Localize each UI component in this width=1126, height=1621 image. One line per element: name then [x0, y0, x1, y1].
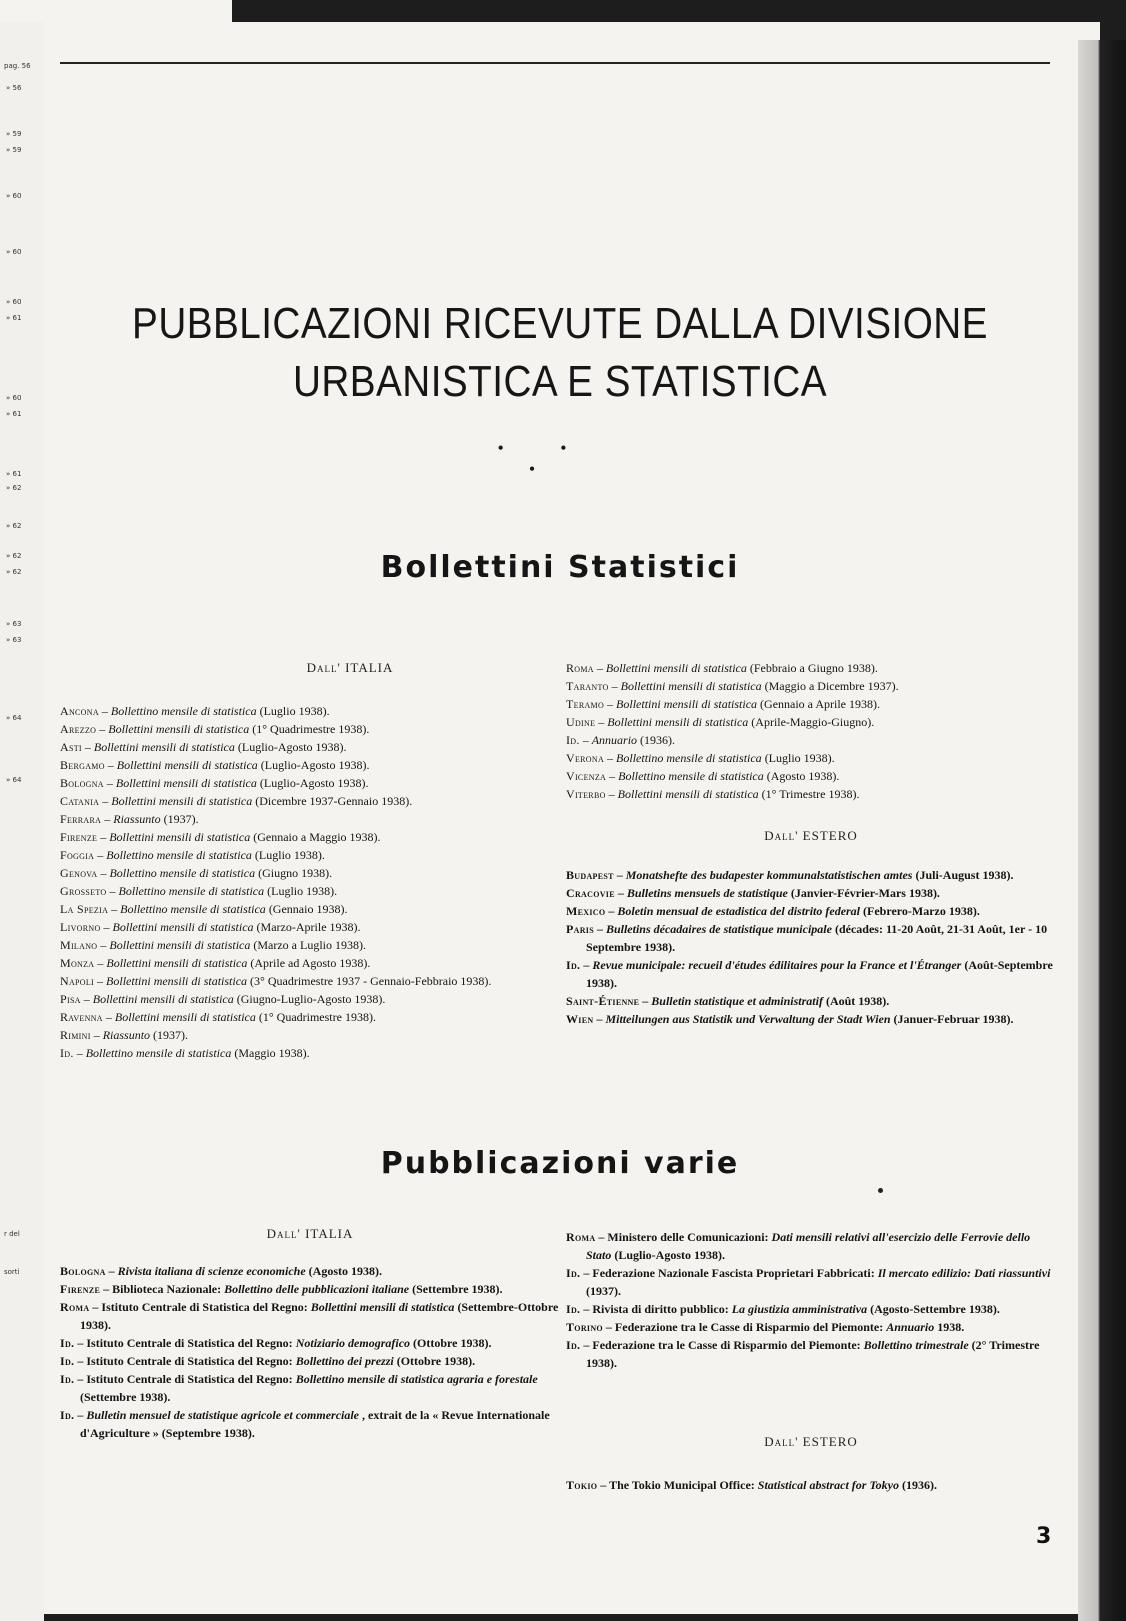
bollettini-italia-list-cont	[566, 659, 1056, 803]
entry-detail: (Januer-Februar 1938).	[893, 1012, 1014, 1026]
entry-city: Id.	[566, 1338, 581, 1352]
entry-title: Boletin mensual de estadistica del distrito federal	[617, 904, 861, 918]
entry-city: Livorno	[60, 920, 101, 934]
entry-detail: (Luglio-Agosto 1938).	[260, 758, 370, 772]
list-item: Livorno – Bollettini mensili di statistica (Marzo-Aprile 1938).	[60, 920, 361, 934]
entry-title: Bollettino mensile di statistica	[85, 1046, 232, 1060]
bollettini-italia-list	[60, 702, 560, 1062]
entry-city: Mexico	[566, 904, 606, 918]
list-item: Udine – Bollettini mensili di statistica (Aprile-Maggio-Giugno).	[566, 715, 875, 729]
entry-city: Ancona	[60, 704, 99, 718]
list-item: Firenze – Bollettini mensili di statistica (Gennaio a Maggio 1938).	[60, 830, 381, 844]
entry-detail: (Ottobre 1938).	[413, 1336, 492, 1350]
entry-city: Roma	[566, 1230, 596, 1244]
entry-city: Id.	[60, 1336, 75, 1350]
entry-title: Bollettini mensili di statistica	[93, 740, 235, 754]
entry-title: Bollettino mensile di statistica	[616, 751, 762, 765]
entry-detail: (Maggio a Dicembre 1937).	[764, 679, 899, 693]
entry-detail: (Luglio 1938).	[267, 884, 338, 898]
margin-fragment: » 62	[6, 522, 22, 530]
list-item: La Spezia – Bollettino mensile di statistica (Gennaio 1938).	[60, 902, 348, 916]
entry-title: Il mercato edilizio: Dati riassuntivi	[877, 1266, 1051, 1280]
margin-fragment: » 61	[6, 314, 22, 322]
margin-fragment: pag. 56	[4, 62, 31, 70]
entry-city: Id.	[566, 1266, 581, 1280]
entry-detail: (Dicembre 1937-Gennaio 1938).	[255, 794, 413, 808]
margin-fragment: » 60	[6, 298, 22, 306]
entry-title: Dati mensili relativi all'esercizio delle Ferrovie dello Stato	[586, 1230, 1031, 1262]
entry-city: Torino	[566, 1320, 603, 1334]
list-item: Id. – Istituto Centrale di Statistica del Regno: Notiziario demografico (Ottobre 1938).	[60, 1336, 492, 1350]
list-item: Taranto – Bollettini mensili di statistica (Maggio a Dicembre 1937).	[566, 679, 899, 693]
list-item: Vicenza – Bollettino mensile di statistica (Agosto 1938).	[566, 769, 840, 783]
entry-publisher: Istituto Centrale di Statistica del Regno:	[86, 1372, 293, 1386]
margin-fragment: » 62	[6, 552, 22, 560]
entry-city: Wien	[566, 1012, 594, 1026]
entry-publisher: Federazione tra le Casse di Risparmio del Piemonte:	[592, 1338, 861, 1352]
entry-detail: (2° Trimestre 1938).	[586, 1338, 1040, 1370]
entry-detail: (décades: 11-20 Août, 21-31 Août, 1er - 10 Septembre 1938).	[586, 922, 1048, 954]
margin-fragment: » 64	[6, 714, 22, 722]
entry-city: Pisa	[60, 992, 81, 1006]
entry-city: Saint-Étienne	[566, 994, 640, 1008]
entry-city: Taranto	[566, 679, 609, 693]
entry-city: Cracovie	[566, 886, 615, 900]
entry-detail: (Marzo a Luglio 1938).	[253, 938, 366, 952]
list-item: Rimini – Riassunto (1937).	[60, 1028, 189, 1042]
entry-city: Budapest	[566, 868, 614, 882]
margin-fragment: » 59	[6, 146, 22, 154]
page-number: 3	[1036, 1524, 1052, 1549]
entry-detail: (Settembre 1938).	[412, 1282, 503, 1296]
subheading-estero: Dall' ESTERO	[764, 1434, 858, 1449]
entry-city: Id.	[60, 1046, 74, 1060]
list-item: Roma – Ministero delle Comunicazioni: Dati mensili relativi all'esercizio delle Ferrovie dello Stato (Luglio-Agosto 1938).	[566, 1230, 1031, 1262]
entry-detail: (Marzo-Aprile 1938).	[256, 920, 361, 934]
entry-city: Id.	[566, 733, 580, 747]
list-item: Asti – Bollettini mensili di statistica (Luglio-Agosto 1938).	[60, 740, 347, 754]
entry-city: Ravenna	[60, 1010, 103, 1024]
entry-title: Monatshefte des budapester kommunalstatistischen amtes	[625, 868, 913, 882]
entry-publisher: Istituto Centrale di Statistica del Regno:	[86, 1336, 293, 1350]
entry-city: Id.	[60, 1408, 75, 1422]
entry-city: Id.	[566, 1302, 581, 1316]
entry-detail: (1937).	[586, 1284, 621, 1298]
subheading-estero: Dall' ESTERO	[764, 828, 858, 843]
entry-title: Bulletin mensuel de statistique agricole et commerciale	[86, 1408, 360, 1422]
entry-detail: (Gennaio 1938).	[268, 902, 348, 916]
entry-title: Bollettini mensili di statistica	[111, 794, 253, 808]
margin-fragment: » 60	[6, 192, 22, 200]
list-item: Napoli – Bollettini mensili di statistica (3° Quadrimestre 1937 - Gennaio-Febbraio 1938).	[60, 974, 492, 988]
entry-detail: (Aprile ad Agosto 1938).	[250, 956, 371, 970]
list-item: Ferrara – Riassunto (1937).	[60, 812, 199, 826]
entry-city: Udine	[566, 715, 596, 729]
entry-detail: (Giugno 1938).	[258, 866, 333, 880]
entry-detail: (Juli-August 1938).	[915, 868, 1014, 882]
list-item: Id. – Bulletin mensuel de statistique agricole et commerciale , extrait de la « Revue Internationale d'Agriculture » (Septembre 1938).	[60, 1408, 550, 1440]
entry-publisher: Istituto Centrale di Statistica del Regno:	[101, 1300, 308, 1314]
list-item: Ravenna – Bollettini mensili di statistica (1° Quadrimestre 1938).	[60, 1010, 376, 1024]
entry-title: Bollettino mensile di statistica	[109, 866, 256, 880]
entry-detail: (Luglio 1938).	[259, 704, 330, 718]
margin-fragment: » 62	[6, 484, 22, 492]
entry-title: Bollettini mensili di statistica	[109, 830, 251, 844]
entry-title: Bulletins décadaires de statistique municipale	[605, 922, 832, 936]
list-item: Cracovie – Bulletins mensuels de statistique (Janvier-Février-Mars 1938).	[566, 886, 940, 900]
entry-city: Paris	[566, 922, 594, 936]
entry-city: Teramo	[566, 697, 605, 711]
bollettini-estero-list	[566, 866, 1056, 1028]
entry-city: Napoli	[60, 974, 95, 988]
entry-title: Bollettini mensili di statistica	[106, 974, 248, 988]
entry-detail: (Settembre-Ottobre 1938).	[80, 1300, 559, 1332]
entry-title: Annuario	[591, 733, 638, 747]
margin-fragment: » 62	[6, 568, 22, 576]
entry-city: Grosseto	[60, 884, 107, 898]
margin-fragment: r del	[4, 1230, 20, 1238]
list-item: Id. – Istituto Centrale di Statistica del Regno: Bollettino dei prezzi (Ottobre 1938).	[60, 1354, 476, 1368]
entry-publisher: Federazione tra le Casse di Risparmio del Piemonte:	[614, 1320, 884, 1334]
entry-title: Bollettini mensili di statistica	[310, 1300, 455, 1314]
entry-title: Bollettini mensili di statistica	[106, 956, 248, 970]
entry-title: Bollettino mensile di statistica agraria e forestale	[295, 1372, 538, 1386]
margin-fragment: » 56	[6, 84, 22, 92]
entry-detail: (Luglio-Agosto 1938).	[614, 1248, 726, 1262]
entry-city: Firenze	[60, 1282, 101, 1296]
entry-title: Revue municipale: recueil d'études édilitaires pour la France et l'Étranger	[592, 958, 962, 972]
entry-detail: 1938.	[937, 1320, 965, 1334]
list-item: Bologna – Bollettini mensili di statistica (Luglio-Agosto 1938).	[60, 776, 369, 790]
entry-title: Bollettino trimestrale	[863, 1338, 969, 1352]
entry-title: Bollettini mensili di statistica	[108, 722, 250, 736]
entry-city: Vicenza	[566, 769, 607, 783]
entry-city: La Spezia	[60, 902, 109, 916]
entry-city: Roma	[566, 661, 594, 675]
entry-title: Rivista italiana di scienze economiche	[117, 1264, 306, 1278]
subheading-italia: Dall' ITALIA	[266, 1226, 354, 1241]
entry-city: Ferrara	[60, 812, 102, 826]
entry-publisher: The Tokio Municipal Office:	[609, 1478, 755, 1492]
margin-strip	[0, 22, 44, 1621]
entry-title: Bollettino mensile di statistica	[106, 848, 252, 862]
entry-detail: (Luglio 1938).	[254, 848, 325, 862]
margin-fragment: » 60	[6, 394, 22, 402]
entry-city: Id.	[60, 1354, 75, 1368]
varie-italia-list	[60, 1262, 560, 1442]
entry-detail: (Luglio-Agosto 1938).	[237, 740, 347, 754]
list-item: Tokio – The Tokio Municipal Office: Statistical abstract for Tokyo (1936).	[566, 1478, 938, 1492]
list-item: Milano – Bollettini mensili di statistica (Marzo a Luglio 1938).	[60, 938, 366, 952]
title-line: URBANISTICA E STATISTICA	[292, 357, 828, 406]
list-item: Pisa – Bollettini mensili di statistica (Giugno-Luglio-Agosto 1938).	[60, 992, 386, 1006]
entry-detail: (Août-Septembre 1938).	[586, 958, 1053, 990]
entry-detail: (1936).	[640, 733, 676, 747]
entry-city: Bergamo	[60, 758, 105, 772]
entry-detail: (Agosto 1938).	[766, 769, 840, 783]
entry-detail: (1° Quadrimestre 1938).	[252, 722, 370, 736]
entry-detail: (1937).	[153, 1028, 189, 1042]
list-item: Roma – Istituto Centrale di Statistica del Regno: Bollettini mensili di statistica (Settembre-Ottobre 1938).	[60, 1300, 559, 1332]
list-item: Paris – Bulletins décadaires de statistique municipale (décades: 11-20 Août, 21-31 Août, 1er - 10 Septembre 1938).	[566, 922, 1048, 954]
list-item: Torino – Federazione tra le Casse di Risparmio del Piemonte: Annuario 1938.	[566, 1320, 965, 1334]
entry-title: Bollettini mensili di statistica	[92, 992, 234, 1006]
entry-city: Verona	[566, 751, 605, 765]
page-title	[60, 295, 1060, 411]
entry-city: Monza	[60, 956, 95, 970]
entry-city: Bologna	[60, 776, 104, 790]
entry-publisher: Rivista di diritto pubblico:	[592, 1302, 729, 1316]
entry-detail: (Luglio 1938).	[764, 751, 835, 765]
entry-title: Bollettini mensili di statistica	[115, 776, 257, 790]
entry-title: Bulletin statistique et administratif	[651, 994, 823, 1008]
entry-city: Roma	[60, 1300, 90, 1314]
list-item: Wien – Mitteilungen aus Statistik und Verwaltung der Stadt Wien (Januer-Februar 1938).	[566, 1012, 1014, 1026]
entry-title: Annuario	[886, 1320, 935, 1334]
entry-detail: (Gennaio a Maggio 1938).	[253, 830, 381, 844]
margin-fragment: » 61	[6, 470, 22, 478]
entry-detail: (Ottobre 1938).	[396, 1354, 476, 1368]
varie-italia-list-cont	[566, 1228, 1056, 1372]
entry-detail: (1937).	[163, 812, 199, 826]
entry-title: Bollettini mensili di statistica	[112, 920, 254, 934]
entry-city: Asti	[60, 740, 82, 754]
entry-title: Bollettino mensile di statistica	[120, 902, 266, 916]
list-item: Firenze – Biblioteca Nazionale: Bollettino delle pubblicazioni italiane (Settembre 1938).	[60, 1282, 503, 1296]
entry-title: La giustizia amministrativa	[731, 1302, 868, 1316]
margin-fragment: » 64	[6, 776, 22, 784]
scan-edge	[1078, 40, 1126, 1621]
entry-city: Id.	[60, 1372, 75, 1386]
entry-city: Firenze	[60, 830, 98, 844]
entry-title: Bollettini mensili di statistica	[605, 661, 747, 675]
entry-title: Bulletins mensuels de statistique	[626, 886, 788, 900]
entry-title: Bollettini mensili di statistica	[620, 679, 762, 693]
speck	[878, 1188, 883, 1193]
list-item: Verona – Bollettino mensile di statistica (Luglio 1938).	[566, 751, 835, 765]
entry-city: Bologna	[60, 1264, 106, 1278]
list-item: Bologna – Rivista italiana di scienze economiche (Agosto 1938).	[60, 1264, 382, 1278]
margin-fragment: » 60	[6, 248, 22, 256]
entry-city: Milano	[60, 938, 98, 952]
entry-title: Riassunto	[102, 1028, 151, 1042]
list-item: Foggia – Bollettino mensile di statistica (Luglio 1938).	[60, 848, 325, 862]
entry-city: Rimini	[60, 1028, 91, 1042]
list-item: Mexico – Boletin mensual de estadistica del distrito federal (Febrero-Marzo 1938).	[566, 904, 980, 918]
entry-title: Notiziario demografico	[295, 1336, 411, 1350]
list-item: Id. – Revue municipale: recueil d'études édilitaires pour la France et l'Étranger (Août-Septembre 1938).	[566, 958, 1053, 990]
title-line: PUBBLICAZIONI RICEVUTE DALLA DIVISIONE	[132, 299, 988, 348]
entry-detail: , extrait de la « Revue Internationale d'Agriculture » (Septembre 1938).	[80, 1408, 550, 1440]
entry-detail: (Aprile-Maggio-Giugno).	[751, 715, 875, 729]
entry-detail: (Settembre 1938).	[80, 1390, 171, 1404]
margin-fragment: » 63	[6, 620, 22, 628]
entry-detail: (Giugno-Luglio-Agosto 1938).	[236, 992, 386, 1006]
entry-city: Catania	[60, 794, 100, 808]
entry-publisher: Federazione Nazionale Fascista Proprietari Fabbricati:	[592, 1266, 875, 1280]
entry-city: Arezzo	[60, 722, 97, 736]
entry-detail: (3° Quadrimestre 1937 - Gennaio-Febbraio 1938).	[250, 974, 492, 988]
list-item: Bergamo – Bollettini mensili di statistica (Luglio-Agosto 1938).	[60, 758, 370, 772]
entry-detail: (Agosto-Settembre 1938).	[870, 1302, 1000, 1316]
entry-title: Bollettino delle pubblicazioni italiane	[224, 1282, 410, 1296]
entry-title: Bollettino mensile di statistica	[110, 704, 257, 718]
list-item: Viterbo – Bollettini mensili di statistica (1° Trimestre 1938).	[566, 787, 860, 801]
entry-title: Bollettino mensile di statistica	[618, 769, 764, 783]
list-item: Arezzo – Bollettini mensili di statistica (1° Quadrimestre 1938).	[60, 722, 370, 736]
entry-title: Bollettini mensili di statistica	[616, 697, 758, 711]
header-rule	[60, 62, 1050, 64]
list-item: Grosseto – Bollettino mensile di statistica (Luglio 1938).	[60, 884, 338, 898]
margin-fragment: » 59	[6, 130, 22, 138]
entry-city: Tokio	[566, 1478, 598, 1492]
entry-detail: (Gennaio a Aprile 1938).	[760, 697, 880, 711]
entry-detail: (Janvier-Février-Mars 1938).	[790, 886, 940, 900]
entry-city: Id.	[566, 958, 581, 972]
entry-title: Bollettini mensili di statistica	[114, 1010, 256, 1024]
entry-city: Genova	[60, 866, 98, 880]
entry-city: Viterbo	[566, 787, 606, 801]
list-item: Catania – Bollettini mensili di statistica (Dicembre 1937-Gennaio 1938).	[60, 794, 413, 808]
entry-publisher: Biblioteca Nazionale:	[112, 1282, 222, 1296]
entry-title: Mitteilungen aus Statistik und Verwaltung der Stadt Wien	[605, 1012, 891, 1026]
entry-publisher: Ministero delle Comunicazioni:	[607, 1230, 769, 1244]
entry-title: Bollettini mensili di statistica	[617, 787, 759, 801]
varie-estero-list	[566, 1476, 1056, 1494]
list-item: Id. – Bollettino mensile di statistica (Maggio 1938).	[60, 1046, 310, 1060]
entry-title: Riassunto	[113, 812, 161, 826]
list-item: Id. – Federazione Nazionale Fascista Proprietari Fabbricati: Il mercato edilizio: Dati riassuntivi (1937).	[566, 1266, 1051, 1298]
entry-detail: (1936).	[902, 1478, 938, 1492]
list-item: Id. – Rivista di diritto pubblico: La giustizia amministrativa (Agosto-Settembre 1938).	[566, 1302, 1000, 1316]
margin-fragment: sorti	[4, 1268, 20, 1276]
section-title-varie: Pubblicazioni varie	[380, 1146, 740, 1181]
list-item: Saint-Étienne – Bulletin statistique et administratif (Août 1938).	[566, 994, 890, 1008]
ornament-dots: • • •	[497, 438, 593, 479]
entry-publisher: Istituto Centrale di Statistica del Regno:	[86, 1354, 293, 1368]
entry-detail: (Luglio-Agosto 1938).	[259, 776, 369, 790]
entry-detail: (Febbraio a Giugno 1938).	[749, 661, 878, 675]
entry-city: Foggia	[60, 848, 95, 862]
margin-fragment: » 63	[6, 636, 22, 644]
entry-title: Bollettino dei prezzi	[295, 1354, 394, 1368]
entry-detail: (1° Quadrimestre 1938).	[258, 1010, 376, 1024]
list-item: Id. – Annuario (1936).	[566, 733, 676, 747]
list-item: Monza – Bollettini mensili di statistica (Aprile ad Agosto 1938).	[60, 956, 371, 970]
list-item: Genova – Bollettino mensile di statistica (Giugno 1938).	[60, 866, 333, 880]
entry-detail: (Agosto 1938).	[308, 1264, 382, 1278]
entry-title: Statistical abstract for Tokyo	[757, 1478, 900, 1492]
list-item: Ancona – Bollettino mensile di statistica (Luglio 1938).	[60, 704, 330, 718]
entry-detail: (Maggio 1938).	[234, 1046, 310, 1060]
entry-title: Bollettini mensili di statistica	[607, 715, 749, 729]
entry-detail: (1° Trimestre 1938).	[761, 787, 860, 801]
list-item: Budapest – Monatshefte des budapester kommunalstatistischen amtes (Juli-August 1938).	[566, 868, 1014, 882]
margin-fragment: » 61	[6, 410, 22, 418]
subheading-italia: Dall' ITALIA	[306, 660, 394, 675]
list-item: Id. – Istituto Centrale di Statistica del Regno: Bollettino mensile di statistica agraria e forestale (Settembre 1938).	[60, 1372, 538, 1404]
list-item: Teramo – Bollettini mensili di statistica (Gennaio a Aprile 1938).	[566, 697, 880, 711]
entry-detail: (Febrero-Marzo 1938).	[863, 904, 980, 918]
entry-detail: (Août 1938).	[825, 994, 890, 1008]
list-item: Roma – Bollettini mensili di statistica (Febbraio a Giugno 1938).	[566, 661, 878, 675]
entry-title: Bollettini mensili di statistica	[109, 938, 251, 952]
entry-title: Bollettini mensili di statistica	[116, 758, 258, 772]
section-title-bollettini: Bollettini Statistici	[380, 550, 740, 585]
list-item: Id. – Federazione tra le Casse di Risparmio del Piemonte: Bollettino trimestrale (2° Trimestre 1938).	[566, 1338, 1040, 1370]
scan-edge	[0, 0, 232, 22]
entry-title: Bollettino mensile di statistica	[118, 884, 265, 898]
